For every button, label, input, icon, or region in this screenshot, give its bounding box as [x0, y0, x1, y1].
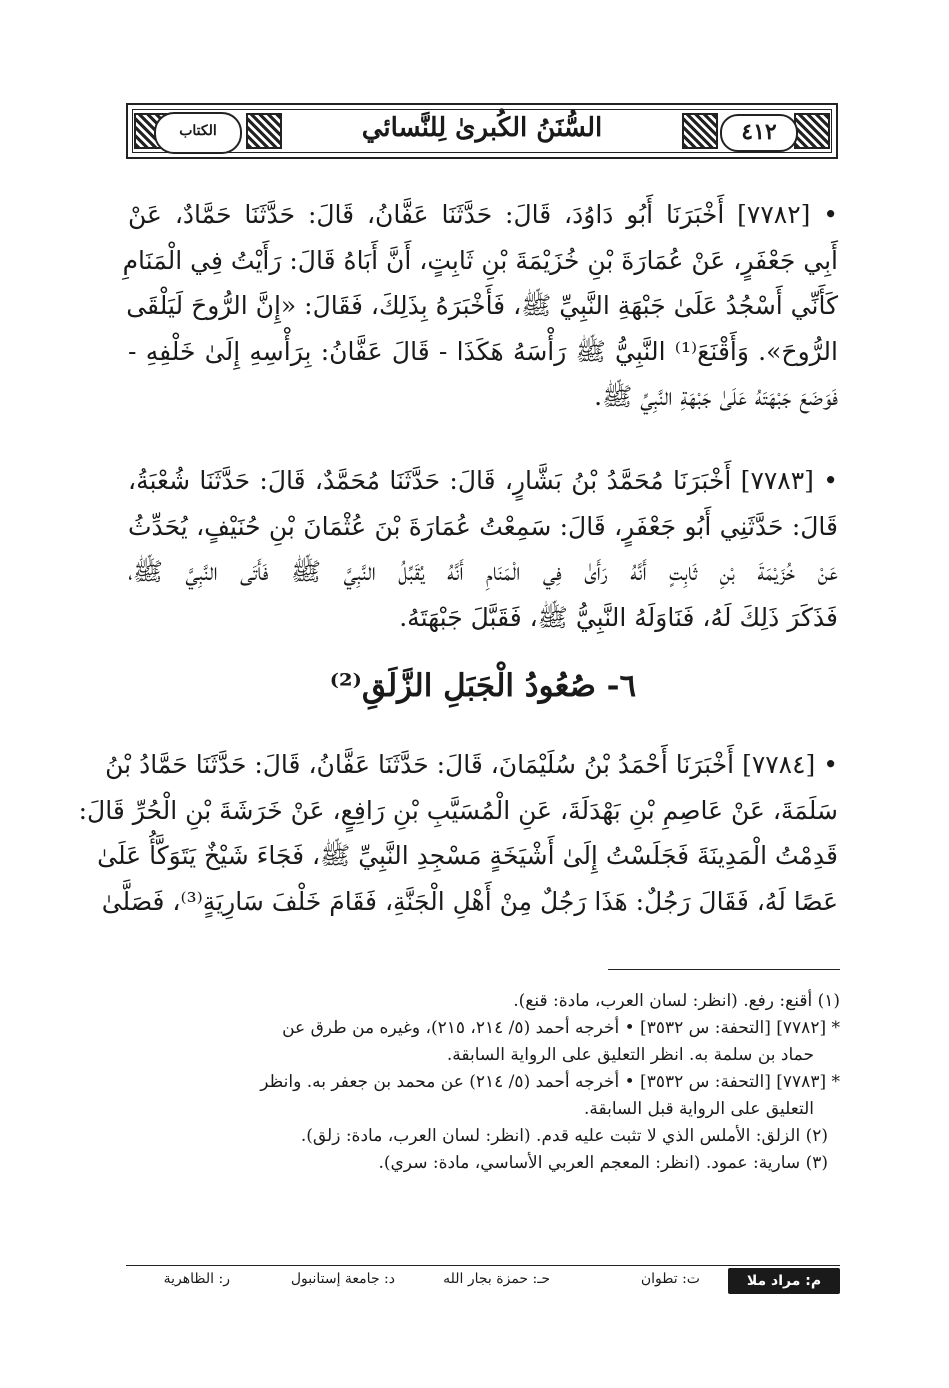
hadith-7784 [78, 742, 838, 924]
footer-badge: م: مراد ملا [728, 1268, 840, 1294]
page-number: ٤١٢ [720, 114, 798, 152]
text-line: قَالَ: حَدَّثَنِي أَبُو جَعْفَرٍ، قَالَ: سَمِعْتُ عُمَارَةَ بْنَ عُثْمَانَ بْنِ حُنَيْفٍ، يُحَدِّثُ [128, 511, 838, 541]
ornament-icon [794, 113, 830, 149]
footnote-line: حماد بن سلمة به. انظر التعليق على الرواية السابقة. [446, 1045, 814, 1065]
text-line: فَذَكَرَ ذَلِكَ لَهُ، فَنَاوَلَهُ النَّبِيُّ ﷺ، فَقَبَّلَ جَبْهَتَهُ. [399, 602, 838, 632]
text-line: • [٧٧٨٤] أَخْبَرَنَا أَحْمَدُ بْنُ سُلَيْمَانَ، قَالَ: حَدَّثَنَا عَفَّانُ، قَالَ: حَدَّثَنَا حَمَّادُ بْنُ [105, 750, 838, 779]
book-logo: الكتاب [154, 112, 242, 154]
running-header [126, 103, 838, 159]
footnote-line: (٣) سارية: عمود. (انظر: المعجم العربي الأساسي، مادة: سري). [378, 1153, 828, 1173]
text-line: قَدِمْتُ الْمَدِينَةَ فَجَلَسْتُ إِلَىٰ أَشْيَخَةٍ مَسْجِدِ النَّبِيِّ ﷺ، فَجَاءَ شَيْخٌ يَتَوَكَّأُ عَلَىٰ [97, 841, 838, 870]
footnote-line: * [٧٧٨٣] [التحفة: س ٣٥٣٢] • أخرجه أحمد (٥/ ٢١٤) عن محمد بن جعفر به. وانظر [260, 1072, 840, 1092]
hadith-7782 [122, 192, 838, 420]
text-line: سَلَمَةَ، عَنْ عَاصِمِ بْنِ بَهْدَلَةَ، عَنِ الْمُسَيَّبِ بْنِ رَافِعٍ، عَنْ خَرَشَةَ بْنِ الْحُرِّ قَالَ: [78, 795, 838, 825]
text-line: • [٧٧٨٣] أَخْبَرَنَا مُحَمَّدُ بْنُ بَشَّارٍ، قَالَ: حَدَّثَنَا مُحَمَّدٌ، قَالَ: حَدَّثَنَا شُعْبَةُ، [128, 466, 838, 495]
footnotes [128, 988, 840, 1177]
footnote-line: (١) أقنع: رفع. (انظر: لسان العرب، مادة: قنع). [513, 991, 840, 1011]
footnote-line: * [٧٧٨٢] [التحفة: س ٣٥٣٢] • أخرجه أحمد (٥/ ٢١٤، ٢١٥)، وغيره من طرق عن [282, 1018, 840, 1038]
hadith-7783 [128, 458, 838, 640]
manuscript-sigla [126, 1267, 840, 1297]
text-line: فَوَضَعَ جَبْهَتَهُ عَلَىٰ جَبْهَةِ النَّبِيِّ ﷺ. [594, 382, 838, 411]
ornament-icon [246, 113, 282, 149]
footnote-separator [608, 969, 840, 970]
text-line: كَأَنِّي أَسْجُدُ عَلَىٰ جَبْهَةِ النَّبِيِّ ﷺ، فَأَخْبَرَهُ بِذَلِكَ، فَقَالَ: «إِنَّ الرُّوحَ لَيَلْقَى [126, 291, 838, 320]
running-title: السُّنَنُ الكُبرىٰ لِلنَّسائي [361, 113, 603, 143]
siglum: ت: تطوان [640, 1271, 700, 1287]
siglum: حـ: حمزة بجار الله [443, 1271, 550, 1287]
footnote-line: (٢) الزلق: الأملس الذي لا تثبت عليه قدم. (انظر: لسان العرب، مادة: زلق). [300, 1126, 828, 1146]
text-line: الرُّوحَ». وَأَقْنَعَ⁽¹⁾ النَّبِيُّ ﷺ رَأْسَهُ هَكَذَا - قَالَ عَفَّانُ: بِرَأْسِهِ إِلَىٰ خَلْفِهِ - [128, 336, 838, 366]
ornament-icon [682, 113, 718, 149]
footnote-line: التعليق على الرواية قبل السابقة. [583, 1099, 814, 1119]
text-line: عَنْ خُزَيْمَةَ بْنِ ثَابِتٍ أَنَّهُ رَأَىٰ فِي الْمَنَامِ أَنَّهُ يُقَبِّلُ النَّبِيَّ ﷺ فَأَتَى النَّبِيَّ ﷺ، [128, 557, 838, 586]
text-line: أَبِي جَعْفَرٍ، عَنْ عُمَارَةَ بْنِ خُزَيْمَةَ بْنِ ثَابِتٍ، أَنَّ أَبَاهُ قَالَ: رَأَيْتُ فِي الْمَنَامِ [122, 245, 838, 275]
chapter-title: ٦- صُعُودُ الْجَبَلِ الزَّلَقِ⁽²⁾ [329, 668, 637, 704]
siglum: د: جامعة إستانبول [290, 1271, 395, 1287]
text-line: • [٧٧٨٢] أَخْبَرَنَا أَبُو دَاوُدَ، قَالَ: حَدَّثَنَا عَفَّانُ، قَالَ: حَدَّثَنَا حَمَّادٌ، عَنْ [128, 200, 838, 229]
text-line: عَصًا لَهُ، فَقَالَ رَجُلٌ: هَذَا رَجُلٌ مِنْ أَهْلِ الْجَنَّةِ، فَقَامَ خَلْفَ سَارِيَةٍ⁽³⁾، فَصَلَّىٰ [101, 886, 838, 916]
footer-separator [126, 1265, 840, 1266]
siglum: ر: الظاهرية [163, 1271, 230, 1287]
